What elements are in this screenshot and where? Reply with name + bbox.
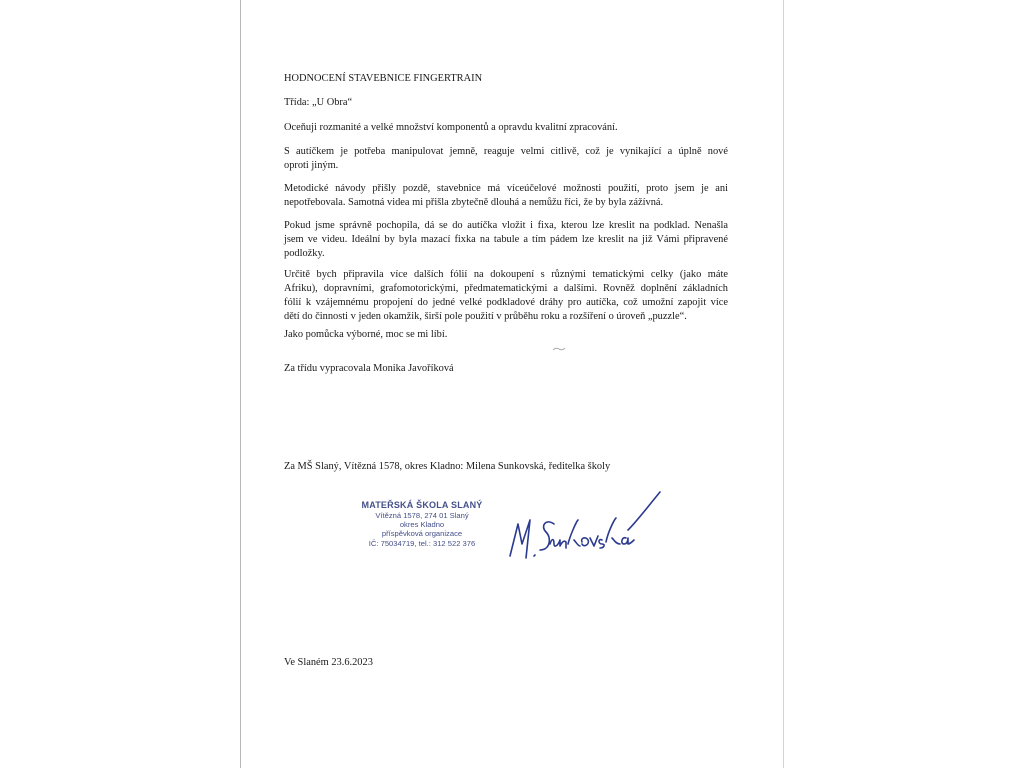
paragraph-line: jsem ve videu. Ideální by byla mazací fixka na tabule a tím pádem lze kreslit na již Vámi připravené [284,234,728,245]
paragraph-6 [284,328,728,342]
scan-speck [552,346,566,352]
paragraph-1 [284,121,728,135]
handwritten-signature [488,484,672,568]
paragraph-4 [284,219,728,261]
paragraph-2 [284,145,728,173]
paragraph-line: nepotřebovala. Samotná videa mi přišla zbytečně dlouhá a nemůžu říci, že by byla zážívná. [284,197,664,208]
paragraph-3 [284,182,728,210]
paragraph-5 [284,268,728,324]
paragraph-line: Určitě bych připravila více dalších fólií na dokoupení s různými tematickými celky (jako máte [284,269,728,280]
paragraph-line: podložky. [284,248,325,259]
stamp-line: IČ: 75034719, tel.: 312 522 376 [368,538,476,548]
paragraph-line: Afriku), dopravními, grafomotorickými, předmatematickými a dalšími. Rovněž doplnění základních [284,283,728,294]
stamp-line: okres Kladno [399,520,445,530]
scanned-page [240,0,784,768]
school-stamp [352,500,492,548]
place-and-date: Ve Slaném 23.6.2023 [284,657,373,668]
school-director-line: Za MŠ Slaný, Vítězná 1578, okres Kladno: Milena Sunkovská, ředitelka školy [284,461,611,472]
paragraph-line: Pokud jsme správně pochopila, dá se do autíčka vložit i fixa, kterou lze kreslit na podklad. Nenašla [284,220,728,231]
paragraph-line: Jako pomůcka výborné, moc se mi líbí. [284,329,448,340]
stamp-line: příspěvková organizace [381,529,463,539]
prepared-by: Za třídu vypracovala Monika Javoříková [284,363,454,374]
paragraph-line: S autíčkem je potřeba manipulovat jemně, reaguje velmi citlivě, což je vynikající a úplně nové [284,146,728,157]
paragraph-line: oproti jiným. [284,160,339,171]
class-line: Třída: „U Obra“ [284,97,353,108]
stamp-line: Vítězná 1578, 274 01 Slaný [375,511,469,520]
paragraph-line: dětí do činnosti v jeden okamžik, širší pole použití v průběhu roku a rozšíření o úroveň „puzzle“. [284,311,687,322]
paragraph-line: Metodické návody přišly pozdě, stavebnice má víceúčelové možnosti použití, proto jsem je ani [284,183,728,194]
document-title: HODNOCENÍ STAVEBNICE FINGERTRAIN [284,73,483,84]
stamp-title: MATEŘSKÁ ŠKOLA SLANÝ [361,500,483,510]
paragraph-line: Oceňuji rozmanité a velké množství komponentů a opravdu kvalitní zpracování. [284,122,618,133]
paragraph-line: fólií k vzájemnému propojení do jedné velké podkladové dráhy pro autíčka, což umožní zapojit více [284,297,728,308]
